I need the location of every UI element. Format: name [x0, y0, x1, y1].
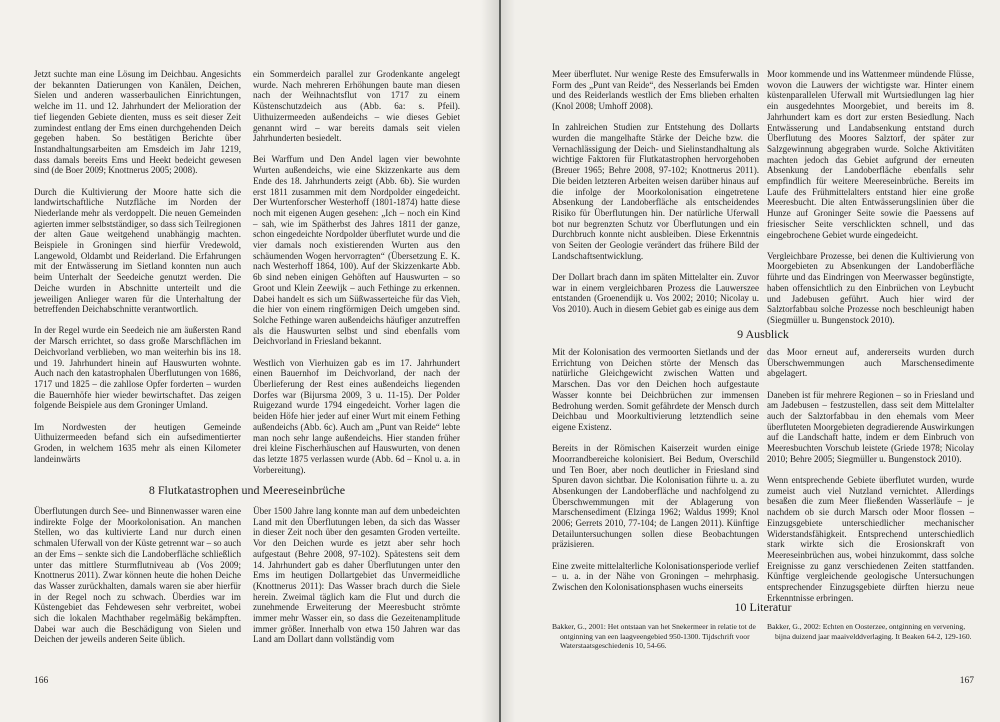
reference-entry: Bakker, G., 2002: Echten en Oosterzee, ontginning en vervening, bijna duizend jaar maaivelddverlaging. It Beaken 64-2, 129-160.	[767, 622, 972, 641]
paragraph: Eine zweite mittelalterliche Kolonisationsperiode verlief – u. a. in der Nähe von Groningen – mehrphasig. Zwischen den Kolonisationsphasen wuchs einerseits	[552, 560, 759, 593]
right-page	[501, 0, 1000, 722]
left-section-column-2	[253, 506, 460, 645]
left-column-2	[253, 69, 460, 475]
page-number: 167	[959, 676, 974, 686]
right-section-column-2	[767, 347, 974, 603]
paragraph: Moor kommende und ins Wattenmeer mündende Flüsse, wovon die Lauwers der wichtigste war. Hinter einem küstenparallelen Uferwall mit Wurtsiedlungen lag hier ein ausgedehntes Moorgebiet, und bereits im 8. Jahrhundert kam es dort zur ersten Besiedlung. Nach Entwässerung und Landabsenkung entstand durch Überflutung des Moores Salztorf, der später zur Salzgewinnung abgegraben wurde. Solche Aktivitäten machten jedoch das Gebiet aufgrund der erneuten Absenkung der Landoberfläche ebenfalls sehr empfindlich für weitere Meereseinbrüche. Bereits im Laufe des Frühmittelalters entstand hier eine große Meeresbucht. Die alten Entwässerungslinien über die Hunze auf Groninger Seite sowie die Paessens auf friesischer Seite verschlickten schnell, und das eingebrochene Gebiet wurde eingedeicht.	[767, 69, 974, 240]
references-column-1	[552, 622, 759, 651]
paragraph: Bei Warffum und Den Andel lagen vier bewohnte Wurten außendeichs, wie eine Skizzenkarte aus dem Ende des 18. Jahrhunderts zeigt (Abb. 6b). Sie wurden erst 1811 zusammen mit dem Nordpolder eingedeicht. Der Wurtenforscher Westerhoff (1801-1874) hatte diese noch mit eigenen Augen gesehen: „Ich – noch ein Kind – sah, wie im Spätherbst des Jahres 1811 der ganze, schon eingedeichte Nordpolder überflutet wurde und die vier damals noch existierenden Wurten aus den schäumenden Wogen hervorragten“ (Übersetzung E. K. nach Westerhoff 1864, 100). Auf der Skizzenkarte Abb. 6b sind neben einigen Gehöften auf Hauswurten – so Groot und Klein Zeewijk – auch Fethinge zu erkennen. Dabei handelt es sich um Süßwasserteiche für das Vieh, die hier von einem ringförmigen Deich umgeben sind. Solche Fethinge waren außendeichs häufiger anzutreffen als die Hauswurten selbst und sind ebenfalls vom Deichvorland in Friesland bekannt.	[253, 154, 460, 347]
paragraph: Über 1500 Jahre lang konnte man auf dem unbedeichten Land mit den Überflutungen leben, da sich das Wasser in dieser Zeit noch über den gesamten Groden verteilte. Vor den Deichen wurde es jetzt aber sehr hoch aufgestaut (Behre 2008, 97-102). Spätestens seit dem 14. Jahrhundert gab es daher Überflutungen unter den Ems im heutigen Dollartgebiet das Unvermeidliche (Knottnerus 2011): Das Wasser brach durch die Siele herein. Zweimal täglich kam die Flut und durch die zunehmende Erweiterung der Meeresbucht strömte immer mehr Wasser ein, so dass die Gezeitenamplitude immer größer. Innerhalb von etwa 150 Jahren war das Land am Dollart dann vollständig vom	[253, 506, 460, 645]
section-heading: 8 Flutkatastrophen und Meereseinbrüche	[148, 483, 346, 497]
paragraph: Der Dollart brach dann im späten Mittelalter ein. Zuvor war in einem vergleichbaren Prozess die Lauwerszee entstanden (Groenendijk u. Vos 2002; 2010; Nicolay u. Vos 2010). Auch in diesem Gebiet gab es einige aus dem	[552, 271, 759, 315]
paragraph: ein Sommerdeich parallel zur Grodenkante angelegt wurde. Nach mehreren Erhöhungen baute man diesen nach der Weihnachtsflut von 1717 zu einem Küstenschutzdeich aus (Abb. 6a: s. Pfeil). Uithuizermeeden außendeichs – wie dieses Gebiet genannt wird – war bereits damals seit vielen Jahrhunderten besiedelt.	[253, 69, 460, 144]
paragraph: In zahlreichen Studien zur Entstehung des Dollarts wurden die mangelhafte Stärke der Deiche bzw. die Vernachlässigung der Deich- und Sielinstandhaltung als wichtige Faktoren für Flutkatastrophen hervorgehoben (Breuer 1965; Behre 2008, 97-102; Knottnerus 2011). Die beiden letzteren Arbeiten weisen darüber hinaus auf die infolge der Moorkolonisation eingetretene Absenkung der Landoberfläche als entscheidendes Risiko für Überflutungen hin. Der natürliche Uferwall bot nur begrenzten Schutz vor Überflutungen und ein Durchbruch konnte nicht ausbleiben. Diese Erkenntnis von Seiten der Geologie verändert das frühere Bild der Landschaftsentwicklung.	[552, 122, 759, 261]
section-heading: 9 Ausblick	[737, 327, 789, 341]
paragraph: Westlich von Vierhuizen gab es im 17. Jahrhundert einen Bauernhof im Deichvorland, der nach der Überlieferung der Rest eines außendeichs liegenden Dorfes war (Bijursma 2009, 3 u. 11-15). Der Polder Ruigezand wurde 1794 eingedeicht. Vorher lagen die beiden Höfe hier jeder auf einer Wurt mit einem Fething außendeichs (Abb. 6c). Auch am „Punt van Reide“ lebte man noch sehr lange außendeichs. Hier standen früher drei kleine Fischerhäuschen auf Hauswurten, von denen das letzte 1875 verlassen wurde (Abb. 6d – Knol u. a. in Vorbereitung).	[253, 357, 460, 475]
right-column-2	[767, 69, 974, 326]
reference-entry: Bakker, G., 2001: Het ontstaan van het Snekermeer in relatie tot de ontginning van een laagveengebied 950-1300. Tijdschrift voor Waterstaatsgeschiedenis 10, 54-66.	[552, 622, 756, 651]
paragraph: Überflutungen durch See- und Binnenwasser waren eine indirekte Folge der Moorkolonisation. An manchen Stellen, wo das kultivierte Land nur durch einen schmalen Uferwall von der Küste getrennt war – so auch an der Ems – senkte sich die Landoberfläche schließlich unter das mittlere Sturmflutniveau ab (Vos 2009; Knottnerus 2011). Zwar können heute die hohen Deiche das Wasser zurückhalten, damals waren sie aber hierfür in der Regel noch zu schwach. Überdies war im Küstengebiet das Fehdewesen sehr verbreitet, wobei sich die lokalen Machthaber regelmäßig bekämpften. Dabei war auch die Beschädigung von Sielen und Deichen der jeweils anderen Seite üblich.	[34, 506, 241, 645]
paragraph: Bereits in der Römischen Kaiserzeit wurden einige Moorrandbereiche kolonisiert. Bei Bedum, Overschild und Ten Boer, aber noch deutlicher in Friesland sind Spuren davon sichtbar. Die Kolonisation führte u. a. zu Absenkungen der Landoberfläche und nachfolgend zu Überschwemmungen mit der Ablagerung von Marschensediment (Elzinga 1962; Waldus 1999; Knol 2006; Gerrets 2010, 77-104; de Langen 2011). Künftige Detailuntersuchungen sollen diese Beobachtungen präzisieren.	[552, 443, 759, 550]
paragraph: In der Regel wurde ein Seedeich nie am äußersten Rand der Marsch errichtet, so dass große Marschflächen im Deichvorland verblieben, wo man weiterhin bis ins 18. und 19. Jahrhundert hinein auf Hauswurten wohnte. Auch nach den katastrophalen Überflutungen von 1686, 1717 und 1825 – die zahllose Opfer forderten – wurden die Bauernhöfe hier wieder bewirtschaftet. Das zeigen folgende Beispiele aus dem Groninger Umland.	[34, 325, 241, 411]
right-column-1	[552, 69, 759, 315]
paragraph: Jetzt suchte man eine Lösung im Deichbau. Angesichts der bekannten Datierungen von Kanälen, Deichen, Sielen und anderen wasserbaulichen Einrichtungen, welche im 11. und 12. Jahrhundert der Melioration der tief liegenden Gebiete dienten, muss es seit dieser Zeit zumindest entlang der Ems einen durchgehenden Deich gegeben haben. So bestätigen Berichte über Instandhaltungsarbeiten am Emsdeich im Jahr 1219, dass damals bereits Ems und Heekt bedeicht gewesen sind (de Boer 2009; Knottnerus 2005; 2008).	[34, 69, 241, 176]
left-page	[0, 0, 499, 722]
references-column-2	[767, 622, 974, 641]
paragraph: Meer überflutet. Nur wenige Reste des Emsuferwalls in Form des „Punt van Reide“, des Nesserlands bei Emden und des Reiderlands westlich der Ems blieben erhalten (Knol 2008; Umhoff 2008).	[552, 69, 759, 112]
page-number: 166	[34, 676, 49, 686]
right-section-column-1	[552, 347, 759, 593]
literature-heading: 10 Literatur	[734, 600, 792, 614]
left-section-column-1	[34, 506, 241, 645]
paragraph: Daneben ist für mehrere Regionen – so in Friesland und am Jadebusen – festzustellen, dass seit dem Mittelalter auch der Salztorfabbau in den ehemals vom Meer überfluteten Moorgebieten degradierende Auswirkungen auf die Landschaft hatte, indem er dem Einbruch von Meeresbuchten Vorschub leistete (Griede 1978; Nicolay 2010; Behre 2005; Siegmüller u. Bungenstock 2010).	[767, 389, 974, 464]
paragraph: das Moor erneut auf, andererseits wurden durch Überschwemmungen auch Marschensedimente abgelagert.	[767, 347, 974, 379]
paragraph: Vergleichbare Prozesse, bei denen die Kultivierung von Moorgebieten zu Absenkungen der Landoberfläche führte und das Eindringen von Meerwasser begünstigte, haben offensichtlich zu den Einbrüchen von Leybucht und Jadebusen geführt. Auch hier wird der Salztorfabbau solche Prozesse noch beschleunigt haben (Siegmüller u. Bungenstock 2010).	[767, 250, 974, 325]
paragraph: Wenn entsprechende Gebiete überflutet wurden, wurde zumeist auch viel Nutzland vernichtet. Allerdings besaßen die zum Meer fließenden Wasserläufe – je nachdem ob sie durch Marsch oder Moor flossen – Einzugsgebiete unterschiedlicher mechanischer Widerstandsfähigkeit. Entsprechend unterschiedlich stark wirkte sich die Erosionskraft von Meereseinbrüchen aus, wobei hinzukommt, dass solche Ereignisse zu ganz verschiedenen Zeiten stattfanden. Künftige vergleichende geologische Untersuchungen entsprechender Einzugsgebiete dürften hierzu neue Erkenntnisse erbringen.	[767, 475, 974, 603]
paragraph: Mit der Kolonisation des vermoorten Sietlands und der Errichtung von Deichen störte der Mensch das natürliche Gleichgewicht zwischen Watten und Marschen. Das vor den Deichen hoch aufgestaute Wasser konnte bei Deichbrüchen zur immensen Bedrohung werden. Somit gefährdete der Mensch durch Deichbau und Moorkultivierung letztendlich seine eigene Existenz.	[552, 347, 759, 432]
left-column-1	[34, 69, 241, 464]
paragraph: Im Nordwesten der heutigen Gemeinde Uithuizermeeden befand sich ein aufsedimentierter Groden, in welchem 1635 mehr als einen Kilometer landeinwärts	[34, 421, 241, 464]
paragraph: Durch die Kultivierung der Moore hatte sich die landwirtschaftliche Nutzfläche im Norden der Niederlande mehr als verdoppelt. Die neuen Gemeinden agierten immer selbstständiger, so dass sich Teilregionen der alten Gaue weitgehend unabhängig machten. Beispiele in Groningen sind hierfür Vredewold, Langewold, Oldambt und Reiderland. Die Erfahrungen mit der Entwässerung im Sietland konnten nun auch beim Unterhalt der Seedeiche genutzt werden. Die Deiche wurden in Abschnitte unterteilt und die jeweiligen Anlieger waren für die Unterhaltung der betreffenden Deichabschnitte verantwortlich.	[34, 186, 241, 315]
